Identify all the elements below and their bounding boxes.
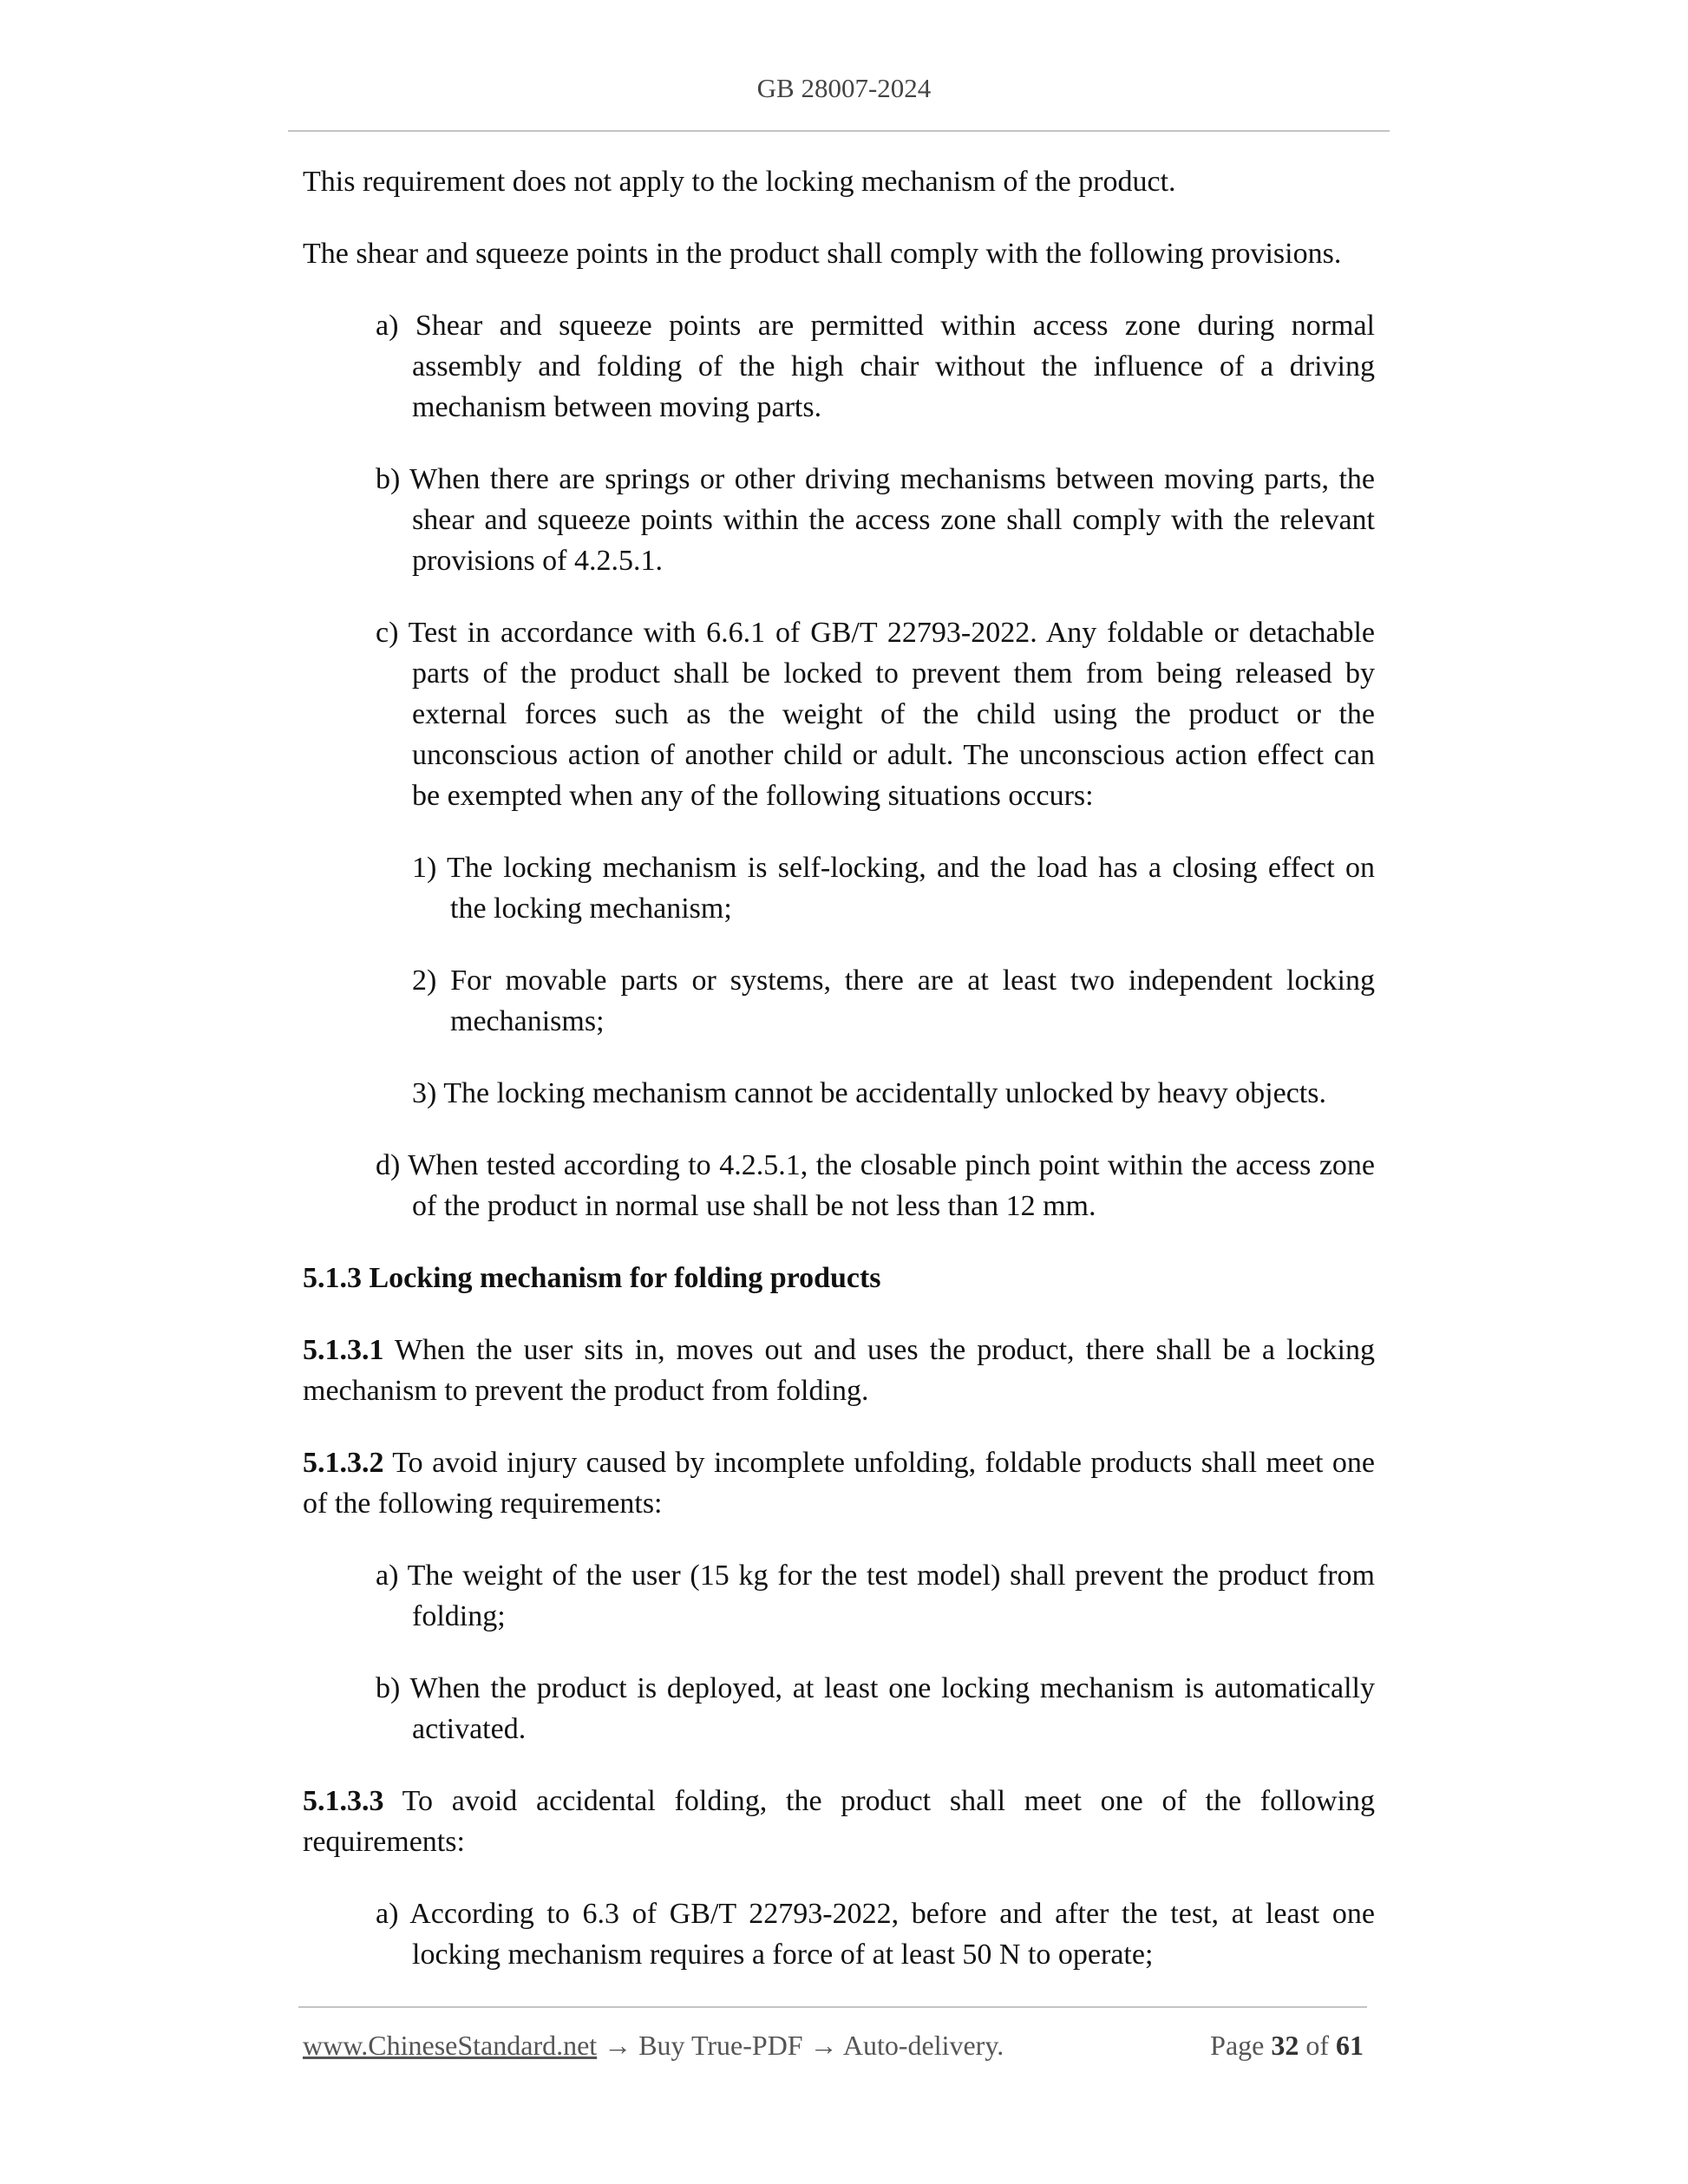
- clause-text: To avoid accidental folding, the product shall meet one of the following requirements:: [303, 1785, 1375, 1858]
- list-item-d: d) When tested according to 4.2.5.1, the closable pinch point within the access zone of the product in normal use shall be not less than 12 mm.: [376, 1149, 1375, 1222]
- clause-number: 5.1.3.3: [303, 1785, 384, 1817]
- section-heading-5-1-3: 5.1.3 Locking mechanism for folding products: [303, 1262, 881, 1294]
- clause-text: When the user sits in, moves out and uses the product, there shall be a locking mechanism to prevent the product from folding.: [303, 1334, 1375, 1407]
- list-item-5133-a: a) According to 6.3 of GB/T 22793-2022, before and after the test, at least one locking mechanism requires a force of at least 50 N to operate;: [376, 1898, 1375, 1971]
- footer-divider: [298, 2006, 1367, 2008]
- total-page-count: 61: [1336, 2030, 1364, 2061]
- clause-number: 5.1.3.2: [303, 1447, 384, 1479]
- current-page-number: 32: [1271, 2030, 1299, 2061]
- page-label: Page: [1210, 2030, 1265, 2061]
- list-item-a: a) Shear and squeeze points are permitted within access zone during normal assembly and folding of the high chair without the influence of a driving mechanism between moving parts.: [376, 310, 1375, 423]
- page-counter: [1210, 2030, 1364, 2062]
- clause-5-1-3-1: [303, 1330, 1375, 1411]
- page-header-title: GB 28007-2024: [756, 73, 932, 103]
- clause-text: To avoid injury caused by incomplete unfolding, foldable products shall meet one of the following requirements:: [303, 1447, 1375, 1520]
- footer-promo-text: → Buy True-PDF → Auto-delivery.: [597, 2030, 1004, 2061]
- paragraph-shear-squeeze-intro: The shear and squeeze points in the product shall comply with the following provisions.: [303, 238, 1342, 270]
- list-subitem-c3: 3) The locking mechanism cannot be accidentally unlocked by heavy objects.: [412, 1077, 1326, 1109]
- list-item-5132-a: a) The weight of the user (15 kg for the test model) shall prevent the product from folding;: [376, 1560, 1375, 1632]
- header-divider: [288, 130, 1390, 132]
- website-link[interactable]: www.ChineseStandard.net: [303, 2030, 598, 2061]
- list-subitem-c2: 2) For movable parts or systems, there are at least two independent locking mechanisms;: [412, 964, 1375, 1037]
- footer-promo: [303, 2030, 1004, 2062]
- paragraph-locking-exemption: This requirement does not apply to the locking mechanism of the product.: [303, 166, 1176, 198]
- clause-number: 5.1.3.1: [303, 1334, 384, 1366]
- document-body: [303, 161, 1375, 2006]
- of-label: of: [1305, 2030, 1329, 2061]
- list-item-5132-b: b) When the product is deployed, at least one locking mechanism is automatically activated.: [376, 1672, 1375, 1745]
- list-item-b: b) When there are springs or other driving mechanisms between moving parts, the shear and squeeze points within the access zone shall comply with the relevant provisions of 4.2.5.1.: [376, 463, 1375, 577]
- list-subitem-c1: 1) The locking mechanism is self-locking, and the load has a closing effect on the locking mechanism;: [412, 852, 1375, 925]
- list-item-c: c) Test in accordance with 6.6.1 of GB/T 22793-2022. Any foldable or detachable parts of the product shall be locked to prevent them from being released by external forces such as the weight of the child using the product or the unconscious action of another child or adult. The unconscious action effect can be exempted when any of the following situations occurs:: [376, 617, 1375, 812]
- clause-5-1-3-2: [303, 1442, 1375, 1524]
- clause-5-1-3-3: [303, 1781, 1375, 1862]
